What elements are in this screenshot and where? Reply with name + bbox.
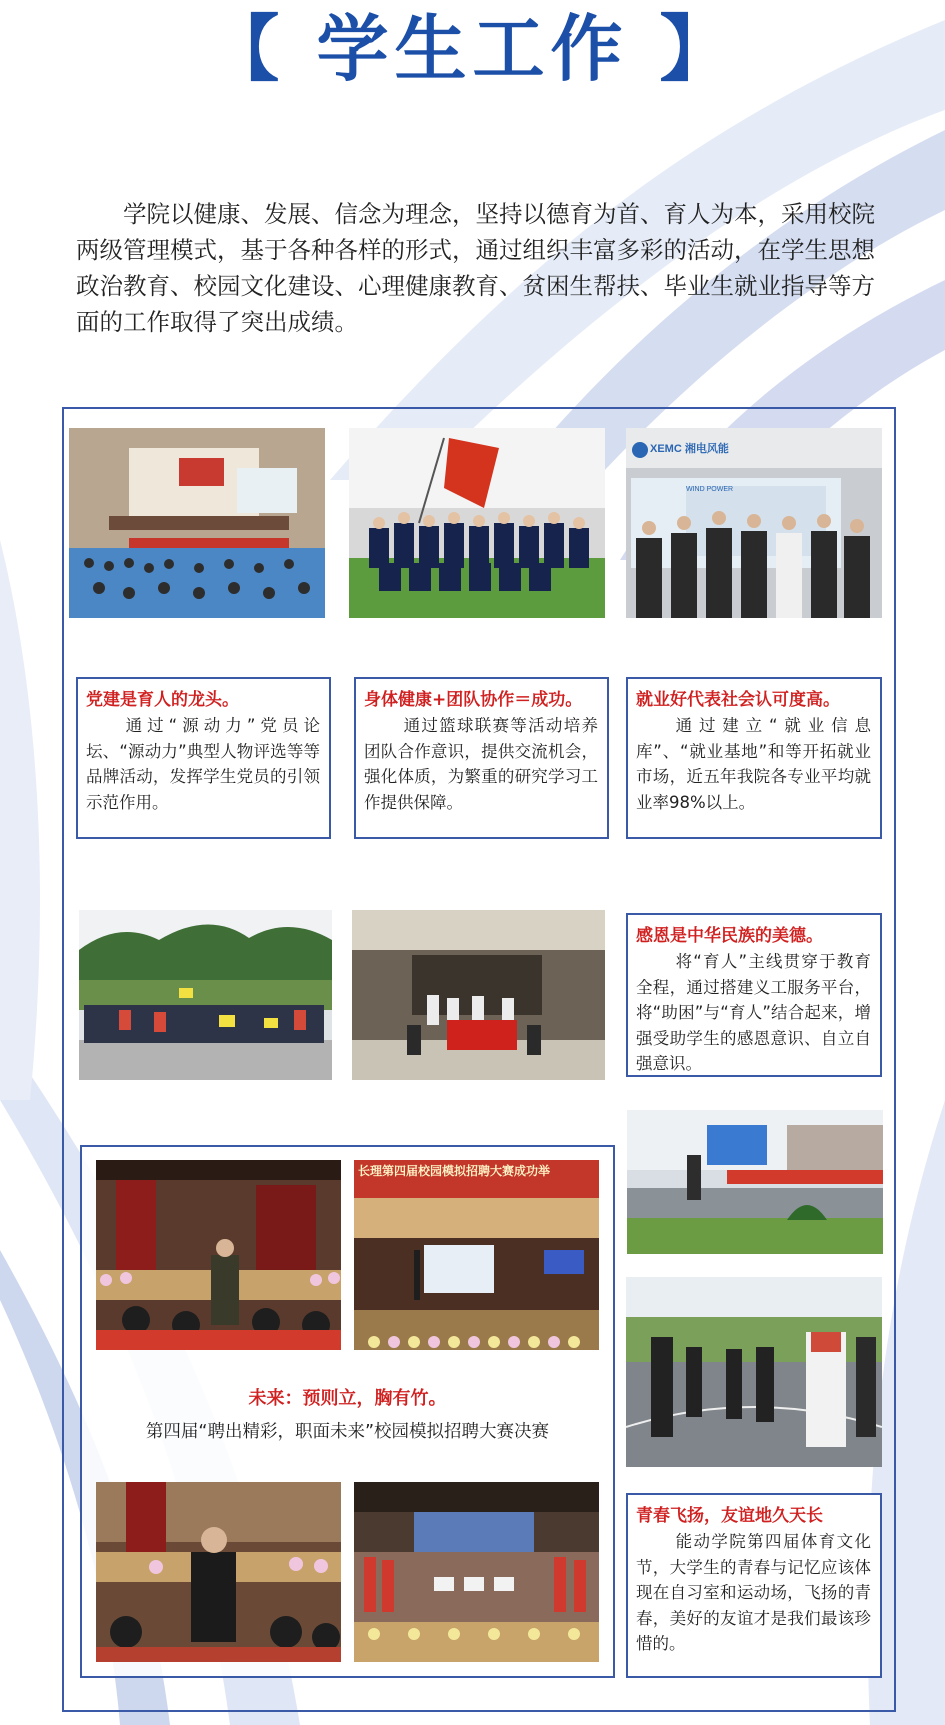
- career-contest-headline: 未来：预则立，胸有竹。: [248, 1388, 447, 1409]
- gratitude-headline: 感恩是中华民族的美德。: [636, 926, 823, 946]
- teamwork-body: 通过篮球联赛等活动培养团队合作意识，提供交流机会，强化体质，为繁重的研究学习工作提供保障。: [364, 716, 598, 812]
- party-building-body: 通过“源动力”党员论坛、“源动力”典型人物评选等等品牌活动，发挥学生党员的引领示范作用。: [86, 716, 320, 812]
- employment-body: 通过建立“就业信息库”、“就业基地”和等开拓就业市场，近五年我院各专业平均就业率98%以上。: [636, 716, 871, 812]
- photo-volunteer-group: [352, 910, 605, 1080]
- photo-basketball-game: [626, 1277, 882, 1467]
- photo-contest-presenter: [96, 1482, 341, 1662]
- employment-headline: 就业好代表社会认可度高。: [636, 690, 840, 710]
- photo-xemc-visit: [626, 428, 882, 618]
- teamwork-headline: 身体健康+团队协作＝成功。: [364, 690, 583, 710]
- textbox-gratitude: [626, 913, 882, 1077]
- photo-contest-speaker: [96, 1160, 341, 1350]
- photo-contest-award: [354, 1482, 599, 1662]
- xemc-logo-icon: [632, 442, 648, 458]
- intro-paragraph: 学院以健康、发展、信念为理念，坚持以德育为首、育人为本，采用校院两级管理模式，基于各种各样的形式，通过组织丰富多彩的活动，在学生思想政治教育、校园文化建设、心理健康教育、贫困生帮扶、毕业生就业指导等方面的工作取得了突出成绩。: [76, 200, 875, 336]
- photo-outdoor-group: [79, 910, 332, 1080]
- textbox-party-building: [76, 677, 331, 839]
- photo-auditorium-meeting: [69, 428, 325, 618]
- photo-football-team: [349, 428, 605, 618]
- textbox-teamwork: [354, 677, 609, 839]
- gratitude-body: 将“育人”主线贯穿于教育全程，通过搭建义工服务平台，将“助困”与“育人”结合起来，增强受助学生的感恩意识、自立自强意识。: [636, 952, 871, 1073]
- party-building-headline: 党建是育人的龙头。: [86, 690, 239, 710]
- photo-contest-stage: [354, 1160, 599, 1350]
- textbox-youth: [626, 1493, 882, 1678]
- textbox-employment: [626, 677, 882, 839]
- youth-body: 能动学院第四届体育文化节，大学生的青春与记忆应该体现在自习室和运动场，飞扬的青春，美好的友谊才是我们最该珍惜的。: [636, 1532, 871, 1653]
- xemc-logo-text: XEMC 湘电风能: [650, 443, 729, 455]
- career-contest-subtitle: 第四届“聘出精彩，职面未来”校园模拟招聘大赛决赛: [145, 1422, 550, 1442]
- career-contest-banner-text: 长理第四届校园模拟招聘大赛成功举: [358, 1164, 551, 1178]
- photo-sports-festival-stage: [627, 1110, 883, 1254]
- page-title: 【 学生工作 】: [207, 7, 738, 91]
- youth-headline: 青春飞扬，友谊地久天长: [636, 1506, 823, 1526]
- xemc-banner-sub: WIND POWER: [686, 486, 734, 493]
